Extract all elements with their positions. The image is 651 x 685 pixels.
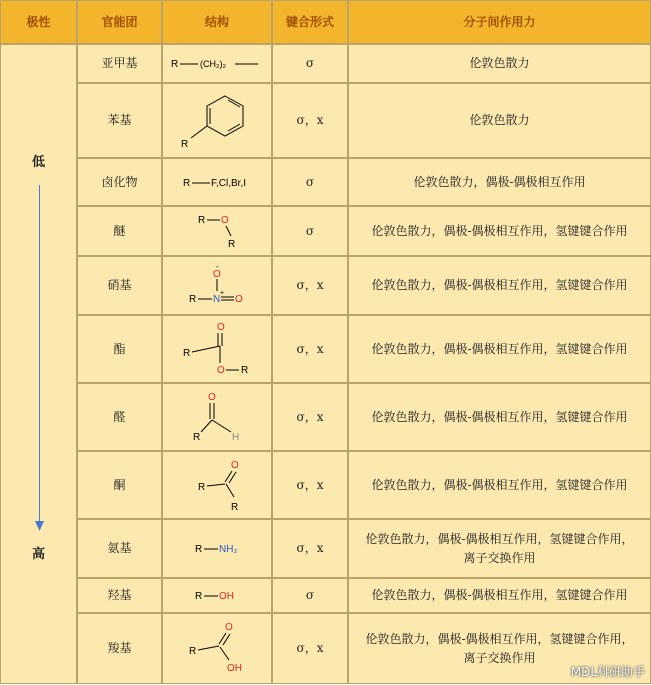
nitro-structure-svg	[163, 257, 271, 314]
group-cell: 酯	[77, 315, 162, 383]
svg-text:R: R	[189, 646, 197, 657]
polarity-high-label: 高	[31, 547, 45, 562]
phenyl-structure-svg	[163, 84, 271, 157]
ether-structure-svg	[163, 207, 271, 255]
hydroxyl-structure-svg	[163, 579, 271, 612]
svg-text:R: R	[228, 239, 236, 250]
svg-text:O: O	[225, 622, 233, 633]
polarity-low-label: 低	[31, 155, 45, 170]
bond-cell: σ	[272, 158, 348, 206]
structure-carboxyl	[162, 613, 272, 684]
header-bond: 键合形式	[272, 0, 348, 44]
aldehyde-structure-svg	[163, 384, 271, 450]
group-cell: 醛	[77, 383, 162, 451]
bond-cell: σ，x	[272, 256, 348, 315]
force-cell: 伦敦色散力，偶极-偶极相互作用，氢键键合作用	[348, 315, 651, 383]
force-cell: 伦敦色散力，偶极-偶极相互作用，氢键键合作用	[348, 256, 651, 315]
svg-text:R: R	[241, 365, 249, 376]
bond-cell: σ	[272, 206, 348, 256]
svg-text:O: O	[235, 294, 243, 305]
polarity-column	[0, 44, 77, 684]
structure-hydroxyl	[162, 578, 272, 613]
svg-text:R: R	[193, 432, 201, 443]
force-cell: 伦敦色散力，偶极-偶极相互作用	[348, 158, 651, 206]
svg-text:R: R	[171, 59, 179, 70]
svg-text:-: -	[216, 262, 219, 271]
bond-cell: σ，x	[272, 451, 348, 519]
force-line-1: 伦敦色散力，偶极-偶极相互作用，氢键键合作用，	[365, 531, 634, 546]
force-cell: 伦敦色散力，偶极-偶极相互作用，氢键键合作用	[348, 451, 651, 519]
svg-text:+: +	[220, 290, 225, 297]
structure-halide	[162, 158, 272, 206]
force-cell: 伦敦色散力，偶极-偶极相互作用，氢键键合作用	[348, 383, 651, 451]
group-cell: 羧基	[77, 613, 162, 684]
svg-text:O: O	[217, 322, 225, 333]
svg-text:OH: OH	[219, 591, 234, 602]
bond-cell: σ，x	[272, 383, 348, 451]
bond-cell: σ	[272, 578, 348, 613]
force-line-2: 离子交换作用	[463, 550, 536, 565]
force-cell: 伦敦色散力，偶极-偶极相互作用，氢键键合作用	[348, 206, 651, 256]
group-cell: 亚甲基	[77, 44, 162, 83]
group-cell: 酮	[77, 451, 162, 519]
ester-structure-svg	[163, 316, 271, 382]
header-group: 官能团	[77, 0, 162, 44]
svg-text:(CH₂)₂: (CH₂)₂	[200, 59, 226, 69]
force-cell	[348, 519, 651, 578]
header-polarity: 极性	[0, 0, 77, 44]
watermark: MDL科研助手	[570, 665, 645, 679]
svg-text:R: R	[195, 591, 203, 602]
structure-amine	[162, 519, 272, 578]
group-cell: 羟基	[77, 578, 162, 613]
svg-text:R: R	[183, 178, 191, 189]
group-cell: 醚	[77, 206, 162, 256]
svg-text:O: O	[213, 269, 221, 280]
force-cell: 伦敦色散力	[348, 83, 651, 158]
polarity-arrow	[1, 45, 78, 685]
force-cell: 伦敦色散力	[348, 44, 651, 83]
svg-text:R: R	[198, 482, 206, 493]
bond-cell: σ，x	[272, 315, 348, 383]
svg-text:R: R	[181, 139, 189, 150]
structure-phenyl	[162, 83, 272, 158]
group-cell: 卤化物	[77, 158, 162, 206]
svg-text:H: H	[232, 432, 240, 443]
group-cell: 苯基	[77, 83, 162, 158]
svg-text:R: R	[189, 294, 197, 305]
bond-cell: σ，x	[272, 519, 348, 578]
structure-ketone	[162, 451, 272, 519]
svg-text:NH₂: NH₂	[219, 544, 238, 555]
header-force: 分子间作用力	[348, 0, 651, 44]
svg-text:O: O	[208, 392, 216, 403]
bond-cell: σ，x	[272, 83, 348, 158]
structure-nitro	[162, 256, 272, 315]
group-cell: 硝基	[77, 256, 162, 315]
halide-structure-svg	[163, 159, 271, 205]
header-structure: 结构	[162, 0, 272, 44]
svg-text:R: R	[183, 348, 191, 359]
methylene-structure-svg	[163, 45, 271, 82]
svg-text:F,Cl,Br,I: F,Cl,Br,I	[211, 178, 247, 189]
svg-text:R: R	[198, 215, 206, 226]
svg-text:R: R	[231, 502, 239, 513]
svg-text:O: O	[221, 215, 229, 226]
svg-text:R: R	[195, 544, 203, 555]
svg-text:N: N	[213, 294, 221, 305]
structure-ether	[162, 206, 272, 256]
amine-structure-svg	[163, 520, 271, 577]
structure-methylene	[162, 44, 272, 83]
structure-ester	[162, 315, 272, 383]
svg-text:O: O	[217, 365, 225, 376]
structure-aldehyde	[162, 383, 272, 451]
ketone-structure-svg	[163, 452, 271, 518]
force-line-1: 伦敦色散力，偶极-偶极相互作用，氢键键合作用，	[365, 631, 634, 646]
svg-text:OH: OH	[227, 663, 242, 674]
group-cell: 氨基	[77, 519, 162, 578]
force-cell: 伦敦色散力，偶极-偶极相互作用，氢键键合作用	[348, 578, 651, 613]
bond-cell: σ，x	[272, 613, 348, 684]
force-line-2: 离子交换作用	[463, 650, 536, 665]
carboxyl-structure-svg	[163, 614, 271, 683]
svg-text:O: O	[231, 460, 239, 471]
bond-cell: σ	[272, 44, 348, 83]
